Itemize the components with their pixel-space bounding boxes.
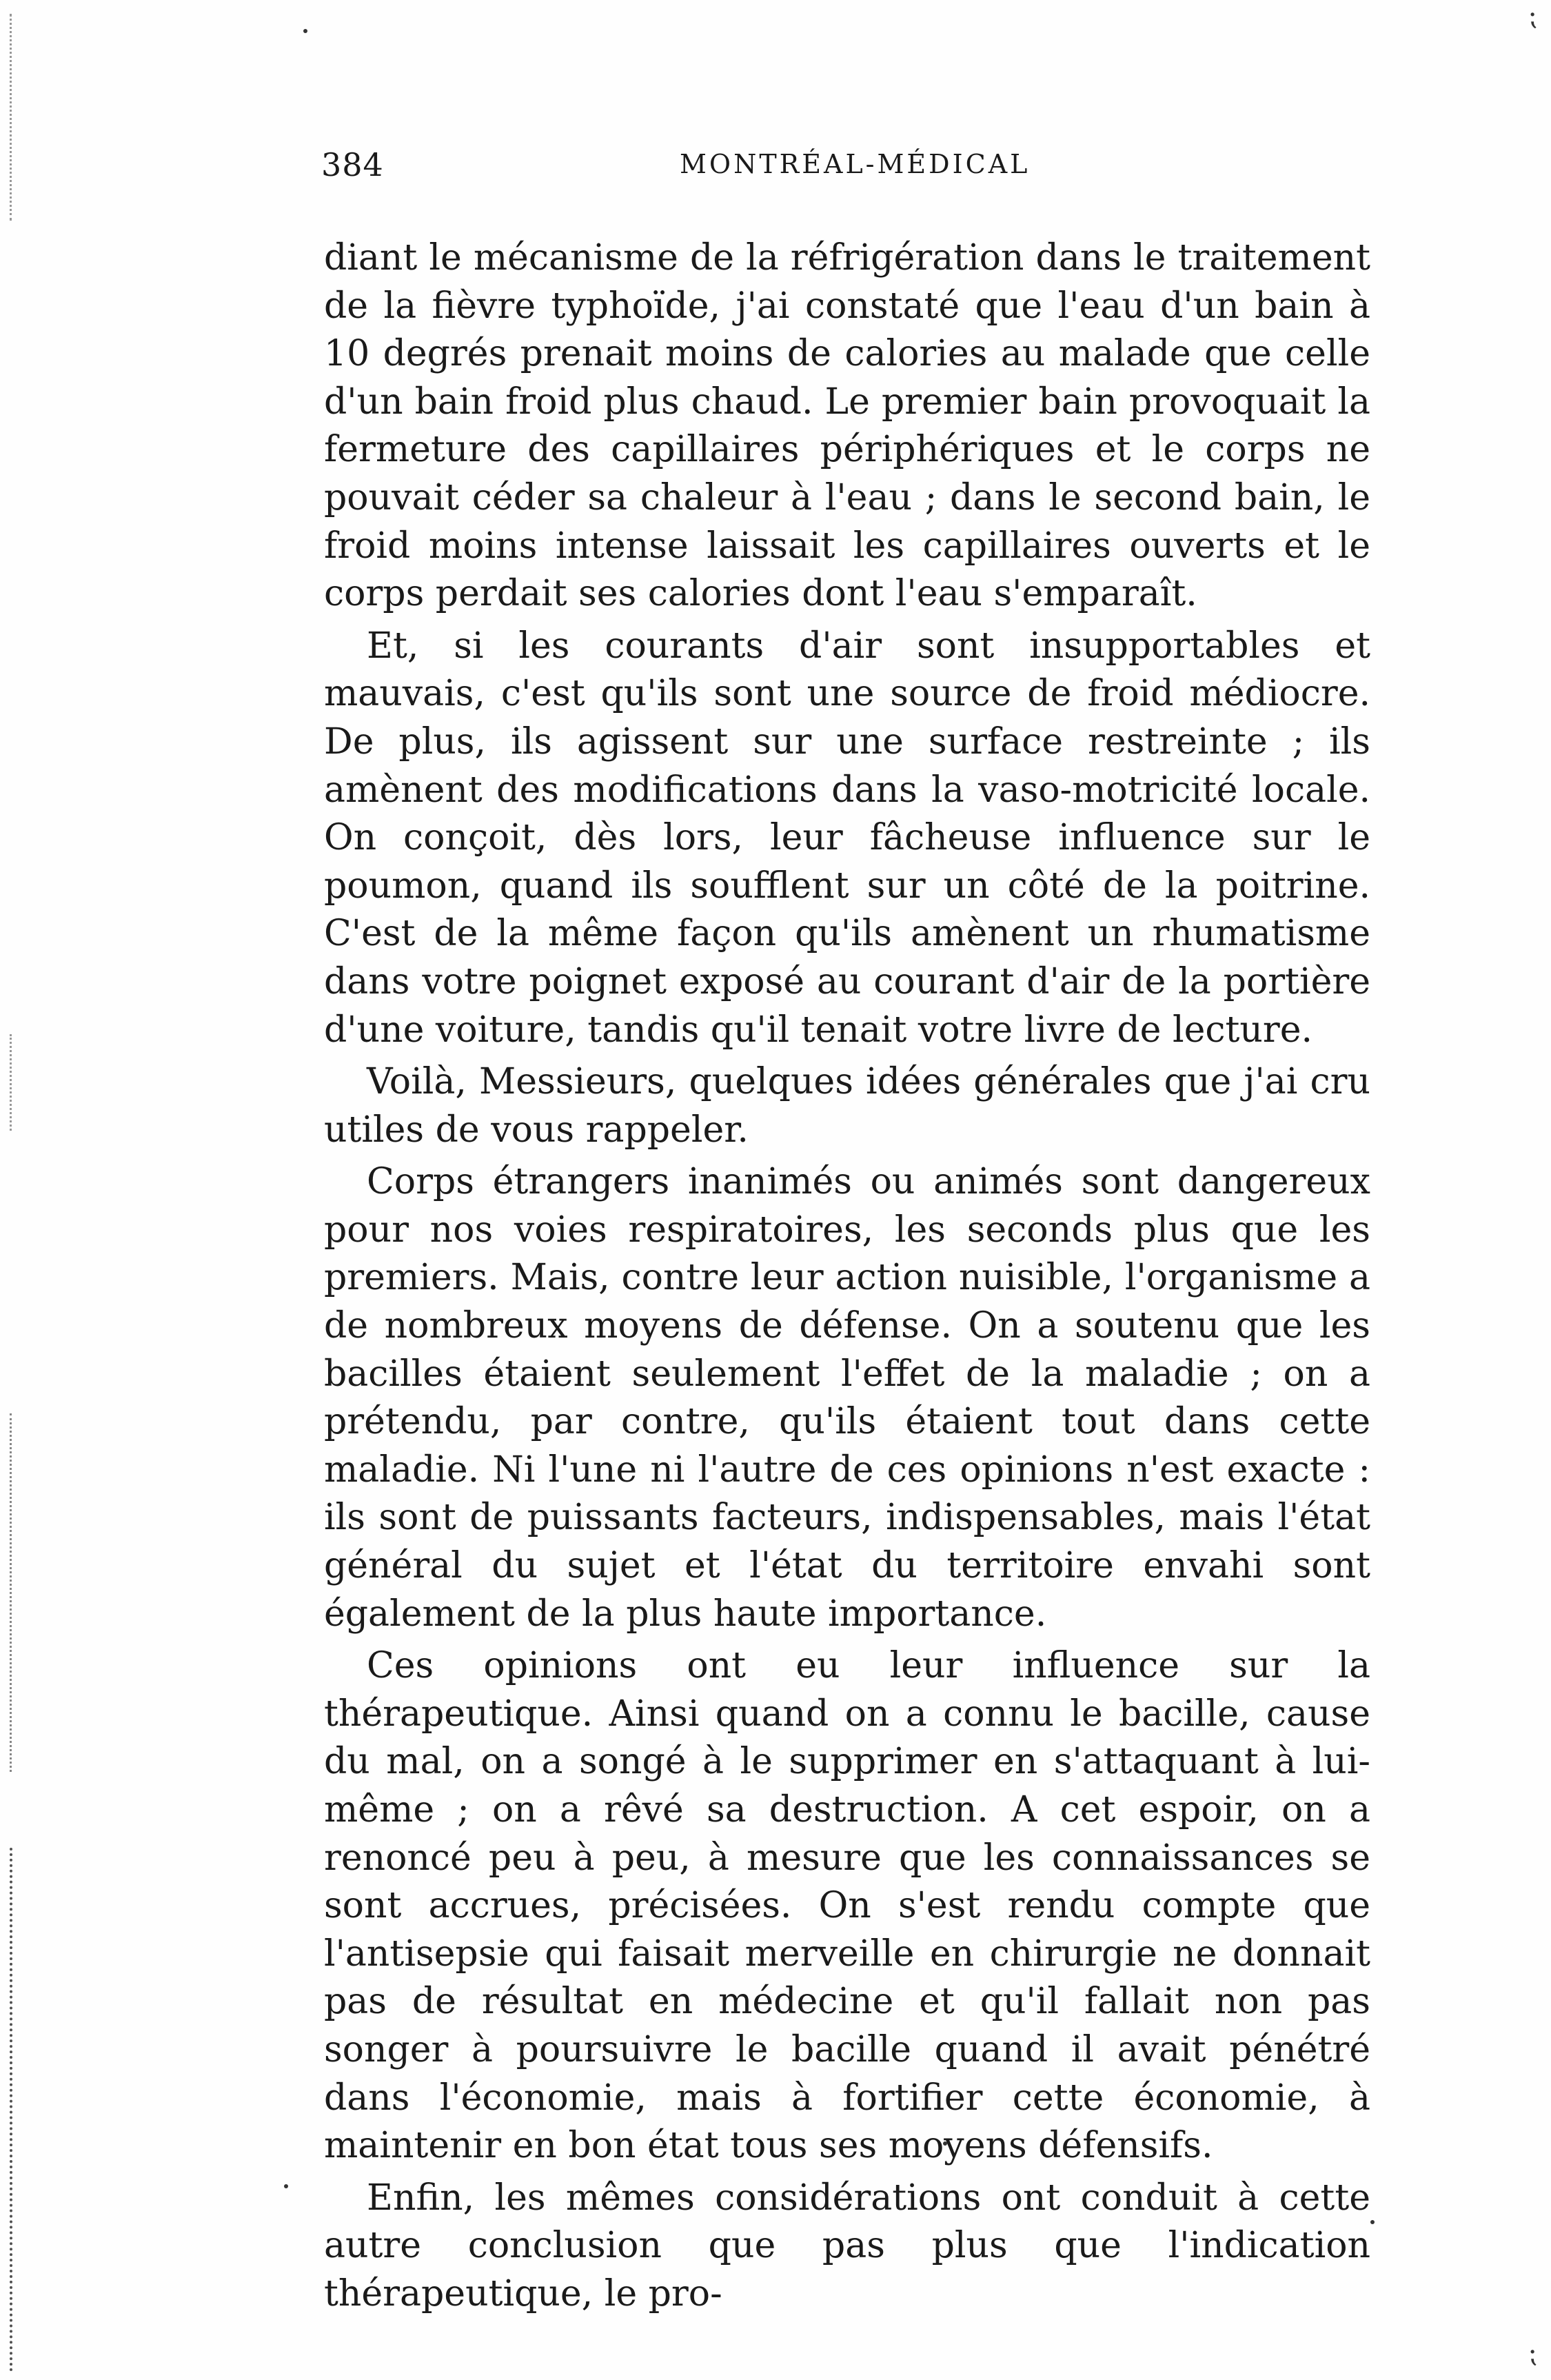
page-number: 384 xyxy=(321,146,384,183)
scan-edge-artifact xyxy=(10,14,16,221)
paragraph: Et, si les courants d'air sont insupportables et mauvais, c'est qu'ils sont une source de froid médiocre. De plus, ils agissent sur une surface restreinte ; ils amènent des modifications dans la vaso-motricité locale. On conçoit, dès lors, leur fâcheuse influence sur le poumon, quand ils soufflent sur un côté de la poitrine. C'est de la même façon qu'ils amènent un rhumatisme dans votre poignet exposé au courant d'air de la portière d'une voiture, tandis qu'il tenait votre livre de lecture. xyxy=(324,625,1370,1051)
scan-corner-mark: ⁏ xyxy=(1528,2337,1537,2369)
paragraph: diant le mécanisme de la réfrigération dans le traitement de la fièvre typhoïde, j'ai constaté que l'eau d'un bain à 10 degrés prenait moins de calories au malade que celle d'un bain froid plus chaud. Le premier bain provoquait la fermeture des capillaires périphériques et le corps ne pouvait céder sa chaleur à l'eau ; dans le second bain, le froid moins intense laissait les capillaires ouverts et le corps perdait ses calories dont l'eau s'emparaît. xyxy=(324,237,1370,615)
scan-corner-mark: ⁏ xyxy=(1528,0,1537,32)
page-header xyxy=(321,146,1369,194)
running-title: MONTRÉAL-MÉDICAL xyxy=(680,149,1031,179)
paragraph: Corps étrangers inanimés ou animés sont dangereux pour nos voies respiratoires, les seconds plus que les premiers. Mais, contre leur action nuisible, l'organisme a de nombreux moyens de défense. On a soutenu que les bacilles étaient seulement l'effet de la maladie ; on a prétendu, par contre, qu'ils étaient tout dans cette maladie. Ni l'une ni l'autre de ces opinions n'est exacte : ils sont de puissants facteurs, indispensables, mais l'état général du sujet et l'état du territoire envahi sont également de la plus haute importance. xyxy=(324,1161,1370,1635)
paragraph: Enfin, les mêmes considérations ont conduit à cette autre conclusion que pas plus que l'indication thérapeutique, le pro- xyxy=(324,2177,1370,2315)
body-text xyxy=(324,234,1370,2319)
scan-edge-artifact xyxy=(10,1848,17,2372)
scan-speck xyxy=(284,2184,288,2188)
paragraph: Ces opinions ont eu leur influence sur la thérapeutique. Ainsi quand on a connu le bacille, cause du mal, on a songé à le supprimer en s'attaquant à lui-même ; on a rêvé sa destruction. A cet espoir, on a renoncé peu à peu, à mesure que les connaissances se sont accrues, précisées. On s'est rendu compte que l'antisepsie qui faisait merveille en chirurgie ne donnait pas de résultat en médecine et qu'il fallait non pas songer à poursuivre le bacille quand il avait pénétré dans l'économie, mais à fortifier cette économie, à maintenir en bon état tous ses moyens défensifs. xyxy=(324,1645,1370,2167)
scan-speck xyxy=(1370,2220,1375,2224)
scan-speck xyxy=(303,29,307,33)
paragraph: Voilà, Messieurs, quelques idées générales que j'ai cru utiles de vous rappeler. xyxy=(324,1061,1370,1151)
scan-edge-artifact xyxy=(10,1034,16,1131)
scan-edge-artifact xyxy=(10,1413,16,1772)
